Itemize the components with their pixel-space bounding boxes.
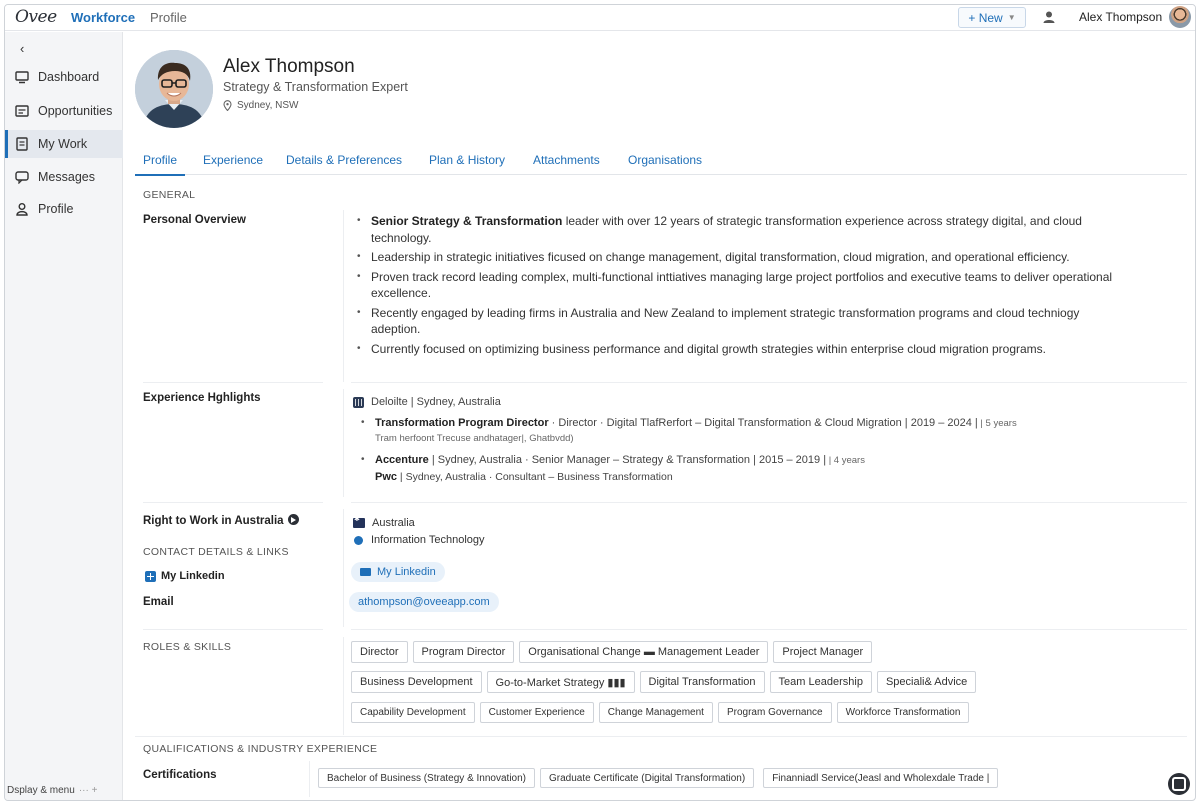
linkedin-label-text: My Linkedin	[161, 570, 225, 582]
row-divider	[143, 382, 323, 383]
rtw-industry-text: Information Technology	[371, 534, 485, 546]
skill-chip[interactable]: Capability Development	[351, 702, 475, 723]
sidebar-item-dashboard[interactable]	[5, 63, 123, 91]
rtw-industry	[353, 534, 485, 546]
row-divider	[351, 502, 1187, 503]
profile-avatar	[135, 50, 213, 128]
document-icon	[15, 137, 29, 151]
chat-icon	[15, 170, 29, 184]
sidebar-item-messages[interactable]	[5, 163, 123, 191]
right-to-work-label	[143, 514, 299, 527]
list-item: • Currently focused on optimizing business performance and digital growth strategies within enterprise cloud migration programs.	[357, 341, 1127, 358]
rtw-country-text: Australia	[372, 517, 415, 529]
profile-headline: Strategy & Transformation Expert	[223, 80, 408, 94]
skills-row-3	[351, 702, 1191, 723]
skill-chip[interactable]: Team Leadership	[770, 671, 872, 693]
profile-location	[223, 100, 299, 111]
row-divider	[351, 382, 1187, 383]
building-icon	[353, 397, 364, 408]
tab-details-preferences[interactable]: Details & Preferences	[286, 153, 403, 167]
skills-row-1	[351, 641, 1191, 663]
sidebar-item-label: Opportunities	[38, 104, 113, 118]
section-title-general: GENERAL	[143, 189, 196, 201]
highlight-3-detail: | Sydney, Australia · Consultant – Business Transformation	[397, 471, 673, 483]
column-divider	[309, 761, 310, 797]
skill-chip[interactable]: Business Development	[351, 671, 482, 693]
user-name[interactable]: Alex Thompson	[1079, 10, 1163, 24]
skills-row-2	[351, 671, 1191, 693]
highlight-line-3	[375, 471, 673, 483]
sidebar-item-label: Profile	[38, 202, 74, 216]
linkedin-link-text: My Linkedin	[377, 566, 436, 578]
sidebar-item-label: Dashboard	[38, 70, 100, 84]
section-title-roles: ROLES & SKILLS	[143, 641, 232, 653]
column-divider	[343, 389, 344, 497]
highlight-2-years: | 4 years	[826, 455, 865, 466]
card-icon	[15, 104, 29, 118]
personal-overview-list	[357, 213, 1127, 360]
skill-chip[interactable]: Speciali& Advice	[877, 671, 976, 693]
list-item	[357, 213, 1127, 246]
highlight-1-role: Transformation Program Director	[375, 417, 549, 429]
linkedin-link[interactable]	[351, 562, 445, 582]
skill-chip[interactable]: Program Governance	[718, 702, 832, 723]
chevron-down-icon: ▼	[1007, 13, 1016, 22]
sidebar-item-label: Messages	[38, 170, 95, 184]
right-to-work-text: Right to Work in Australia	[143, 515, 284, 527]
skill-chip[interactable]: Change Management	[599, 702, 713, 723]
column-divider	[343, 637, 344, 735]
globe-dot-icon	[354, 536, 363, 545]
tab-profile[interactable]: Profile	[135, 153, 185, 176]
collapse-chevron-icon[interactable]: ‹	[20, 41, 25, 56]
highlight-2-company: Accenture	[375, 454, 429, 466]
highlight-1-detail: · Director · Digital TlafRerfort – Digital Transformation & Cloud Migration | 2019 – 2024 |	[548, 417, 978, 429]
personal-overview-label: Personal Overview	[143, 214, 246, 226]
overview-lead-bold: Senior Strategy & Transformation	[371, 214, 563, 228]
tab-plan-history[interactable]: Plan & History	[429, 153, 506, 167]
skill-chip[interactable]: Project Manager	[773, 641, 872, 663]
cert-chip[interactable]: Finanniadl Service(Jeasl and Wholexdale Trade |	[763, 768, 998, 788]
certifications-list	[318, 768, 998, 788]
sidebar-item-opportunities[interactable]	[5, 97, 123, 125]
highlight-3-company: Pwc	[375, 471, 398, 483]
play-circle-icon[interactable]	[288, 514, 299, 525]
nav-workforce[interactable]: Workforce	[71, 10, 136, 25]
highlight-line-1	[361, 417, 1017, 429]
bullet-dot: •	[361, 417, 365, 428]
row-divider	[351, 629, 1187, 630]
overview-lead-rest: leader with over 12 years of strategic transformation experience across strategy digital, and cloud technology.	[371, 214, 1082, 245]
profile-tabs	[135, 149, 1187, 175]
highlight-1-years: | 5 years	[977, 418, 1017, 429]
row-divider	[143, 502, 323, 503]
section-title-qualifications: QUALIFICATIONS & INDUSTRY EXPERIENCE	[143, 743, 378, 755]
person-icon	[15, 202, 29, 216]
tab-experience[interactable]: Experience	[203, 153, 264, 167]
highlight-company	[353, 396, 501, 408]
new-button-label: + New	[968, 10, 1003, 25]
highlight-company-text: Deloilte | Sydney, Australia	[371, 396, 501, 408]
bullet-dot: •	[361, 454, 365, 465]
linkedin-icon	[145, 571, 156, 582]
list-item: • Leadership in strategic initiatives ficused on change management, digital transformation, cloud migration, and operational efficiency.	[357, 249, 1127, 266]
skill-chip[interactable]: Director	[351, 641, 408, 663]
row-divider	[135, 736, 1187, 737]
nav-profile[interactable]: Profile	[150, 10, 187, 25]
skill-chip[interactable]: Organisational Change ▬ Management Leader	[519, 641, 768, 663]
app-logo[interactable]: Ovee	[15, 7, 57, 27]
new-button[interactable]	[958, 7, 1026, 28]
top-bar	[5, 5, 1195, 31]
display-menu-label: Dsplay & menu	[7, 785, 75, 796]
sidebar-item-label: My Work	[38, 137, 88, 151]
tab-attachments[interactable]: Attachments	[533, 153, 600, 167]
location-text: Sydney, NSW	[237, 100, 299, 111]
section-title-contact: CONTACT DETAILS & LINKS	[143, 546, 289, 558]
monitor-icon	[15, 70, 29, 84]
skill-chip[interactable]: Go-to-Market Strategy ▮▮▮	[487, 671, 635, 693]
email-label: Email	[143, 596, 174, 608]
app-window	[4, 4, 1196, 801]
sidebar	[5, 32, 123, 801]
skill-chip[interactable]: Workforce Transformation	[837, 702, 970, 723]
cert-chip[interactable]: Graduate Certificate (Digital Transformation)	[540, 768, 754, 788]
highlight-1-sub: Tram herfoont Trecuse andhatager|, Ghatbvdd)	[375, 433, 574, 444]
profile-name: Alex Thompson	[223, 56, 355, 77]
cert-chip[interactable]: Bachelor of Business (Strategy & Innovation)	[318, 768, 535, 788]
highlight-line-2	[361, 454, 865, 466]
avatar[interactable]	[1169, 6, 1191, 28]
linkedin-label	[145, 570, 225, 582]
skill-chip[interactable]: Digital Transformation	[640, 671, 765, 693]
sidebar-item-profile[interactable]	[5, 195, 123, 223]
display-menu-extra: ··· +	[78, 785, 98, 796]
email-link[interactable]: athompson@oveeapp.com	[349, 592, 499, 612]
sidebar-item-my-work[interactable]	[5, 130, 123, 158]
rtw-country	[353, 517, 415, 529]
user-icon[interactable]	[1042, 10, 1056, 24]
display-menu-toggle[interactable]	[5, 785, 97, 796]
certifications-label: Certifications	[143, 769, 217, 781]
profile-photo	[135, 50, 213, 128]
list-item: • Recently engaged by leading firms in Australia and New Zealand to implement strategic transformation programs and cloud techniogy adeption.	[357, 305, 1127, 338]
highlight-2-detail: | Sydney, Australia · Senior Manager – Strategy & Transformation | 2015 – 2019 |	[428, 454, 827, 466]
column-divider	[343, 210, 344, 382]
column-divider	[343, 509, 344, 627]
list-item: • Proven track record leading complex, multi-functional inttiatives managing large project portfolios and executive teams to deliver operational excellence.	[357, 269, 1127, 302]
tab-organisations[interactable]: Organisations	[628, 153, 703, 167]
assistant-fab-icon[interactable]	[1168, 773, 1190, 795]
mail-icon	[360, 568, 371, 576]
australia-flag-icon	[353, 518, 365, 528]
row-divider	[143, 629, 323, 630]
skill-chip[interactable]: Customer Experience	[480, 702, 594, 723]
location-pin-icon	[223, 100, 232, 111]
skill-chip[interactable]: Program Director	[413, 641, 515, 663]
experience-highlights-label: Experience Hghlights	[143, 392, 261, 404]
